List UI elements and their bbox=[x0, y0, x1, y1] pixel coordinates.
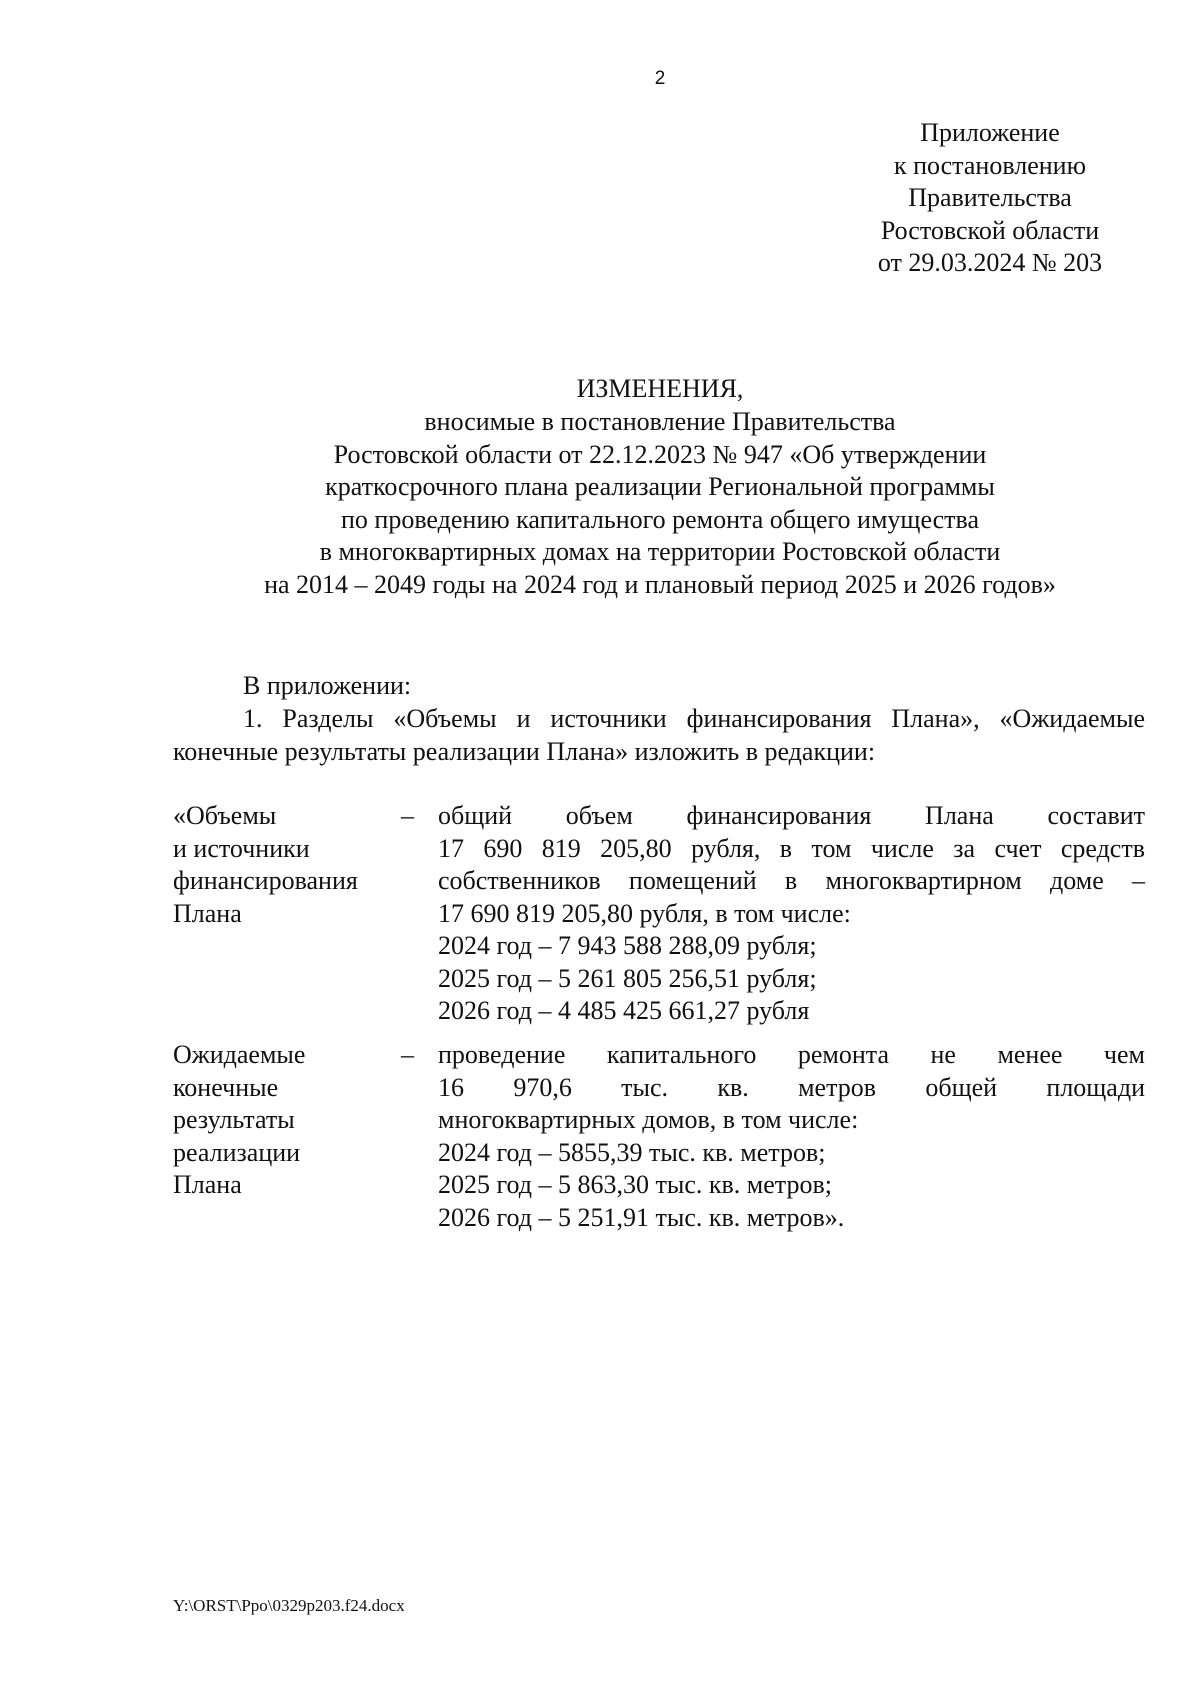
section-content bbox=[438, 1039, 1145, 1234]
section-label bbox=[173, 1039, 403, 1202]
item-1-line: 1. Разделы «Объемы и источники финансирования Плана», «Ожидаемые bbox=[243, 704, 1145, 733]
section-content-line: 2025 год – 5 863,30 тыс. кв. метров; bbox=[438, 1170, 832, 1199]
section-content-line: проведение капитального ремонта не менее чем bbox=[438, 1040, 1145, 1069]
section-content-line: 2024 год – 7 943 588 288,09 рубля; bbox=[438, 931, 817, 960]
appendix-line: Приложение bbox=[920, 118, 1060, 147]
section-content-line: 2026 год – 4 485 425 661,27 рубля bbox=[438, 996, 810, 1025]
section-label-line: Плана bbox=[173, 898, 242, 928]
section-content-line: 2024 год – 5855,39 тыс. кв. метров; bbox=[438, 1137, 826, 1167]
section-label-line: «Объемы bbox=[173, 801, 277, 830]
section-label-line: конечные bbox=[173, 1072, 279, 1102]
section-label-line: финансирования bbox=[173, 866, 358, 895]
appendix-block bbox=[840, 117, 1140, 280]
subtitle-line: по проведению капитального ремонта общего имущества bbox=[340, 504, 980, 534]
section-label-line: Ожидаемые bbox=[173, 1040, 306, 1069]
footer-file-path: Y:\ORST\Ppo\0329p203.f24.docx bbox=[173, 1596, 405, 1615]
section-label-line: результаты bbox=[173, 1105, 295, 1134]
appendix-line: Ростовской области bbox=[880, 215, 1100, 245]
section-content-line: общий объем финансирования Плана составит bbox=[438, 801, 1145, 830]
item-1-paragraph bbox=[173, 703, 1145, 768]
section-label-line: и источники bbox=[173, 833, 310, 863]
changes-subtitle bbox=[0, 406, 1200, 601]
section-content bbox=[438, 800, 1145, 1028]
section-content-line: 17 690 819 205,80 рубля, в том числе за счет средств bbox=[438, 833, 1145, 863]
appendix-line: Правительства bbox=[908, 183, 1072, 212]
subtitle-line: краткосрочного плана реализации Региональной программы bbox=[325, 472, 995, 501]
appendix-line: к постановлению bbox=[893, 150, 1087, 180]
section-dash: – bbox=[401, 801, 414, 830]
changes-title: ИЗМЕНЕНИЯ, bbox=[576, 374, 744, 403]
section-content-line: 17 690 819 205,80 рубля, в том числе: bbox=[438, 898, 851, 928]
appendix-line: от 29.03.2024 № 203 bbox=[877, 248, 1103, 277]
section-content-line: собственников помещений в многоквартирном доме – bbox=[438, 866, 1145, 895]
item-1-line: конечные результаты реализации Плана» изложить в редакции: bbox=[173, 736, 876, 766]
section-content-line: 16 970,6 тыс. кв. метров общей площади bbox=[438, 1072, 1145, 1102]
section-content-line: 2025 год – 5 261 805 256,51 рубля; bbox=[438, 963, 817, 993]
subtitle-line: вносимые в постановление Правительства bbox=[424, 407, 896, 436]
page-number: 2 bbox=[654, 68, 666, 89]
section-label bbox=[173, 800, 403, 930]
subtitle-line: на 2014 – 2049 годы на 2024 год и плановый период 2025 и 2026 годов» bbox=[264, 569, 1056, 599]
section-content-line: многоквартирных домов, в том числе: bbox=[438, 1105, 859, 1134]
section-label-line: реализации bbox=[173, 1137, 301, 1167]
subtitle-line: Ростовской области от 22.12.2023 № 947 «Об утверждении bbox=[333, 439, 987, 469]
section-label-line: Плана bbox=[173, 1170, 242, 1199]
section-content-line: 2026 год – 5 251,91 тыс. кв. метров». bbox=[438, 1202, 845, 1232]
section-dash: – bbox=[401, 1040, 414, 1069]
intro-paragraph: В приложении: bbox=[243, 671, 412, 700]
subtitle-line: в многоквартирных домах на территории Ростовской области bbox=[319, 537, 1001, 566]
